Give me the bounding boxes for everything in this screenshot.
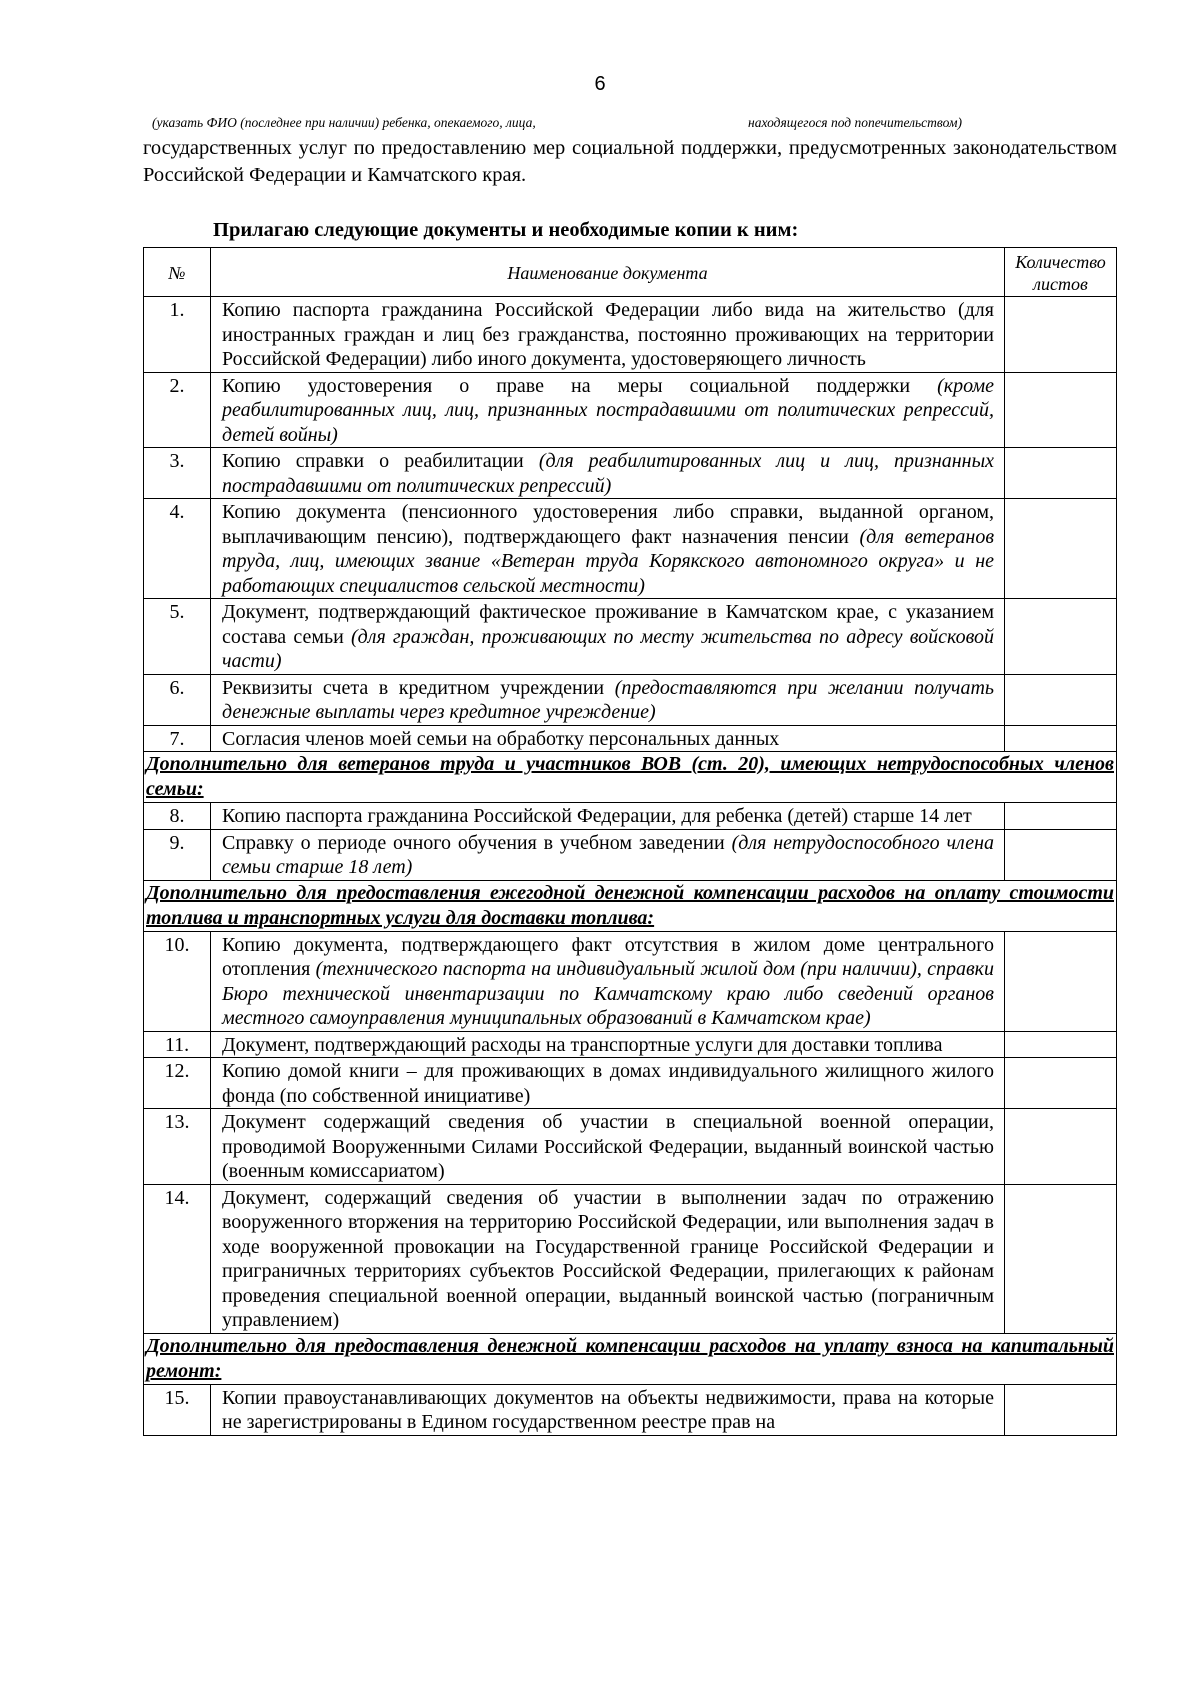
row-document: Копию документа, подтверждающего факт отсутствия в жилом доме центрального отопления (технического паспорта на индивидуальный жилой дом (при наличии), справки Бюро технической инвентаризации по Камчатскому краю либо сведений органов местного самоуправления муниципальных образований в Камчатском крае) [211,931,1005,1031]
row-number: 10. [144,931,211,1031]
table-row [144,725,1117,752]
header-name: Наименование документа [211,248,1005,297]
row-number: 4. [144,499,211,599]
row-document: Документ, подтверждающий фактическое проживание в Камчатском крае, с указанием состава семьи (для граждан, проживающих по месту жительства по адресу войсковой части) [211,599,1005,675]
row-document: Копию удостоверения о праве на меры социальной поддержки (кроме реабилитированных лиц, лиц, признанных пострадавшими от политических репрессий, детей войны) [211,372,1005,448]
row-number: 1. [144,297,211,373]
row-document: Копию справки о реабилитации (для реабилитированных лиц и лиц, признанных пострадавшими от политических репрессий) [211,448,1005,499]
row-document: Согласия членов моей семьи на обработку персональных данных [211,725,1005,752]
row-document: Копию паспорта гражданина Российской Федерации, для ребенка (детей) старше 14 лет [211,803,1005,830]
row-sheets-cell [1005,1109,1117,1185]
table-row [144,448,1117,499]
table-row [144,372,1117,448]
section-heading-row [144,1333,1117,1384]
row-sheets-cell [1005,803,1117,830]
row-number: 9. [144,829,211,880]
row-document: Справку о периоде очного обучения в учебном заведении (для нетрудоспособного члена семьи старше 18 лет) [211,829,1005,880]
row-sheets-cell [1005,674,1117,725]
row-number: 15. [144,1384,211,1435]
row-sheets-cell [1005,1031,1117,1058]
table-row [144,599,1117,675]
row-sheets-cell [1005,599,1117,675]
caption-left: (указать ФИО (последнее при наличии) ребенка, опекаемого, лица, [152,115,536,130]
row-number: 5. [144,599,211,675]
row-document: Копию паспорта гражданина Российской Федерации либо вида на жительство (для иностранных граждан и лиц без гражданства, постоянно проживающих на территории Российской Федерации) либо иного документа, удостоверяющего личность [211,297,1005,373]
row-number: 2. [144,372,211,448]
row-sheets-cell [1005,725,1117,752]
table-row [144,1109,1117,1185]
table-row [144,674,1117,725]
section-heading-3: Дополнительно для предоставления денежной компенсации расходов на уплату взноса на капитальный ремонт: [144,1333,1117,1384]
row-sheets-cell [1005,372,1117,448]
row-document: Документ содержащий сведения об участии в специальной военной операции, проводимой Вооруженными Силами Российской Федерации, выданный воинской частью (военным комиссариатом) [211,1109,1005,1185]
table-row [144,1384,1117,1435]
page-number: 6 [594,73,606,95]
row-sheets-cell [1005,499,1117,599]
row-document: Копии правоустанавливающих документов на объекты недвижимости, права на которые не зарегистрированы в Едином государственном реестре прав на [211,1384,1005,1435]
row-number: 7. [144,725,211,752]
table-row [144,803,1117,830]
row-number: 3. [144,448,211,499]
row-sheets-cell [1005,829,1117,880]
row-number: 13. [144,1109,211,1185]
row-number: 6. [144,674,211,725]
table-row [144,1031,1117,1058]
table-row [144,1058,1117,1109]
table-row [144,931,1117,1031]
row-document: Документ, подтверждающий расходы на транспортные услуги для доставки топлива [211,1031,1005,1058]
row-number: 12. [144,1058,211,1109]
caption-right: находящегося под попечительством) [748,115,962,130]
row-document: Реквизиты счета в кредитном учреждении (предоставляются при желании получать денежные выплаты через кредитное учреждение) [211,674,1005,725]
intro-paragraph: государственных услуг по предоставлению мер социальной поддержки, предусмотренных законодательством Российской Федерации и Камчатского края. [143,137,1117,186]
attachments-heading: Прилагаю следующие документы и необходимые копии к ним: [213,219,799,241]
row-sheets-cell [1005,931,1117,1031]
row-number: 11. [144,1031,211,1058]
header-num: № [144,248,211,297]
table-row [144,829,1117,880]
row-sheets-cell [1005,1058,1117,1109]
table-header-row [144,248,1117,297]
table-row [144,1184,1117,1333]
row-document: Копию документа (пенсионного удостоверения либо справки, выданной органом, выплачивающим пенсию), подтверждающего факт назначения пенсии (для ветеранов труда, лиц, имеющих звание «Ветеран труда Корякского автономного округа» и не работающих специалистов сельской местности) [211,499,1005,599]
row-number: 14. [144,1184,211,1333]
row-sheets-cell [1005,1184,1117,1333]
row-document: Копию домой книги – для проживающих в домах индивидуального жилищного жилого фонда (по собственной инициативе) [211,1058,1005,1109]
documents-table [143,247,1117,1436]
section-heading-2: Дополнительно для предоставления ежегодной денежной компенсации расходов на оплату стоимости топлива и транспортных услуги для доставки топлива: [144,880,1117,931]
table-row [144,297,1117,373]
row-sheets-cell [1005,448,1117,499]
table-row [144,499,1117,599]
row-document: Документ, содержащий сведения об участии в выполнении задач по отражению вооруженного вторжения на территорию Российской Федерации, или выполнения задач в ходе вооруженной провокации на Государственной границе Российской Федерации и приграничных территориях субъектов Российской Федерации, прилегающих к районам проведения специальной военной операции, выданный воинской частью (пограничным управлением) [211,1184,1005,1333]
header-sheets: Количество листов [1005,248,1117,297]
row-sheets-cell [1005,1384,1117,1435]
row-number: 8. [144,803,211,830]
section-heading-row [144,880,1117,931]
section-heading-row [144,752,1117,803]
section-heading-1: Дополнительно для ветеранов труда и участников ВОВ (ст. 20), имеющих нетрудоспособных членов семьи: [144,752,1117,803]
row-sheets-cell [1005,297,1117,373]
